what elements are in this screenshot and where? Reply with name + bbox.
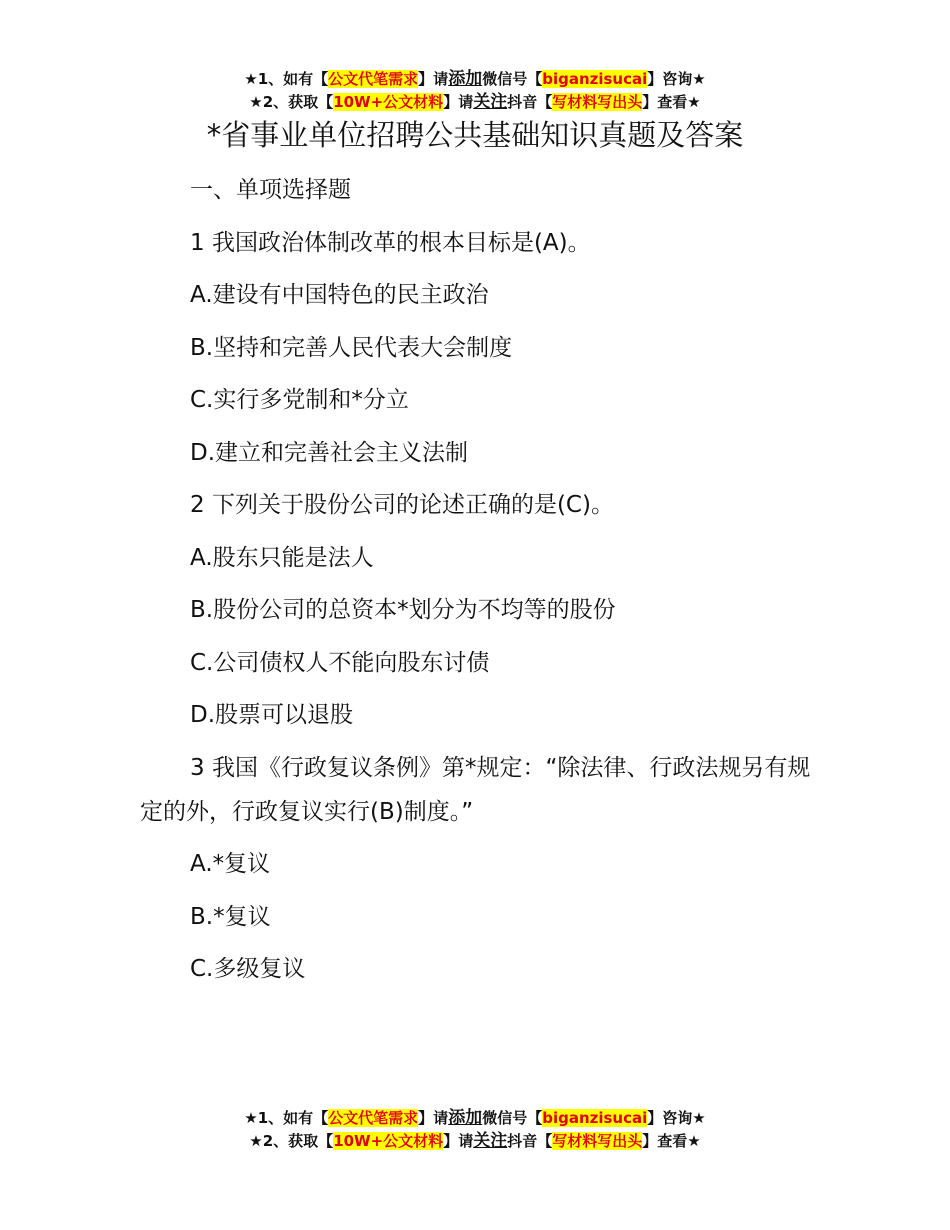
banner-line-2 bbox=[0, 1130, 950, 1153]
option-text: B.股份公司的总资本*划分为不均等的股份 bbox=[190, 597, 616, 623]
banner-text: ★2、获取【 bbox=[249, 93, 334, 111]
option-text: A.股东只能是法人 bbox=[190, 544, 374, 571]
banner-text: 抖音【 bbox=[507, 93, 553, 111]
document-body bbox=[140, 168, 820, 1000]
banner-text: 抖音【 bbox=[507, 1132, 553, 1150]
banner-highlight: 写材料写出头 bbox=[552, 1132, 643, 1150]
banner-text: 】咨询★ bbox=[647, 1109, 706, 1127]
option-text: C.实行多党制和*分立 bbox=[190, 387, 409, 413]
banner-highlight: 公文代笔需求 bbox=[328, 70, 419, 88]
banner-text: ★2、获取【 bbox=[249, 1132, 334, 1150]
option-text: C.多级复议 bbox=[190, 956, 306, 982]
banner-highlight: biganzisucai bbox=[542, 1109, 648, 1127]
question-2: 2 下列关于股份公司的论述正确的是(C)。 bbox=[190, 492, 614, 518]
banner-highlight: biganzisucai bbox=[542, 70, 648, 88]
banner-highlight: 10W+公文材料 bbox=[333, 93, 444, 111]
banner-text: ★1、如有【 bbox=[244, 70, 329, 88]
banner-emphasis: 添加 bbox=[448, 69, 483, 89]
banner-text: 】请 bbox=[443, 93, 474, 111]
banner-emphasis: 关注 bbox=[473, 92, 508, 112]
banner-line-1 bbox=[0, 68, 950, 91]
option-text: B.坚持和完善人民代表大会制度 bbox=[190, 334, 513, 361]
top-banner bbox=[0, 68, 950, 114]
banner-line-1 bbox=[0, 1107, 950, 1130]
banner-text: 】请 bbox=[418, 1109, 449, 1127]
banner-emphasis: 添加 bbox=[448, 1108, 483, 1128]
banner-text: ★1、如有【 bbox=[244, 1109, 329, 1127]
option-text: C.公司债权人不能向股东讨债 bbox=[190, 649, 490, 676]
option-text: D.股票可以退股 bbox=[190, 702, 354, 728]
option-text: D.建立和完善社会主义法制 bbox=[190, 439, 469, 466]
section-heading: 一、单项选择题 bbox=[190, 177, 351, 203]
option-text: A.建设有中国特色的民主政治 bbox=[190, 282, 489, 308]
option-text: B.*复议 bbox=[190, 903, 271, 930]
banner-text: 】咨询★ bbox=[647, 70, 706, 88]
question-1: 1 我国政治体制改革的根本目标是(A)。 bbox=[190, 229, 591, 256]
banner-highlight: 公文代笔需求 bbox=[328, 1109, 419, 1127]
banner-text: 】请 bbox=[418, 70, 449, 88]
banner-text: 】请 bbox=[443, 1132, 474, 1150]
banner-text: 微信号【 bbox=[482, 70, 543, 88]
banner-highlight: 10W+公文材料 bbox=[333, 1132, 444, 1150]
bottom-banner bbox=[0, 1107, 950, 1153]
question-3: 3 我国《行政复议条例》第*规定：“除法律、行政法规另有规定的外，行政复议实行(B)制度。” bbox=[140, 754, 811, 825]
banner-text: 微信号【 bbox=[482, 1109, 543, 1127]
option-text: A.*复议 bbox=[190, 851, 271, 877]
document-title: *省事业单位招聘公共基础知识真题及答案 bbox=[206, 118, 744, 152]
banner-text: 】查看★ bbox=[642, 93, 701, 111]
banner-line-2 bbox=[0, 91, 950, 114]
banner-emphasis: 关注 bbox=[473, 1131, 508, 1151]
banner-highlight: 写材料写出头 bbox=[552, 93, 643, 111]
banner-text: 】查看★ bbox=[642, 1132, 701, 1150]
